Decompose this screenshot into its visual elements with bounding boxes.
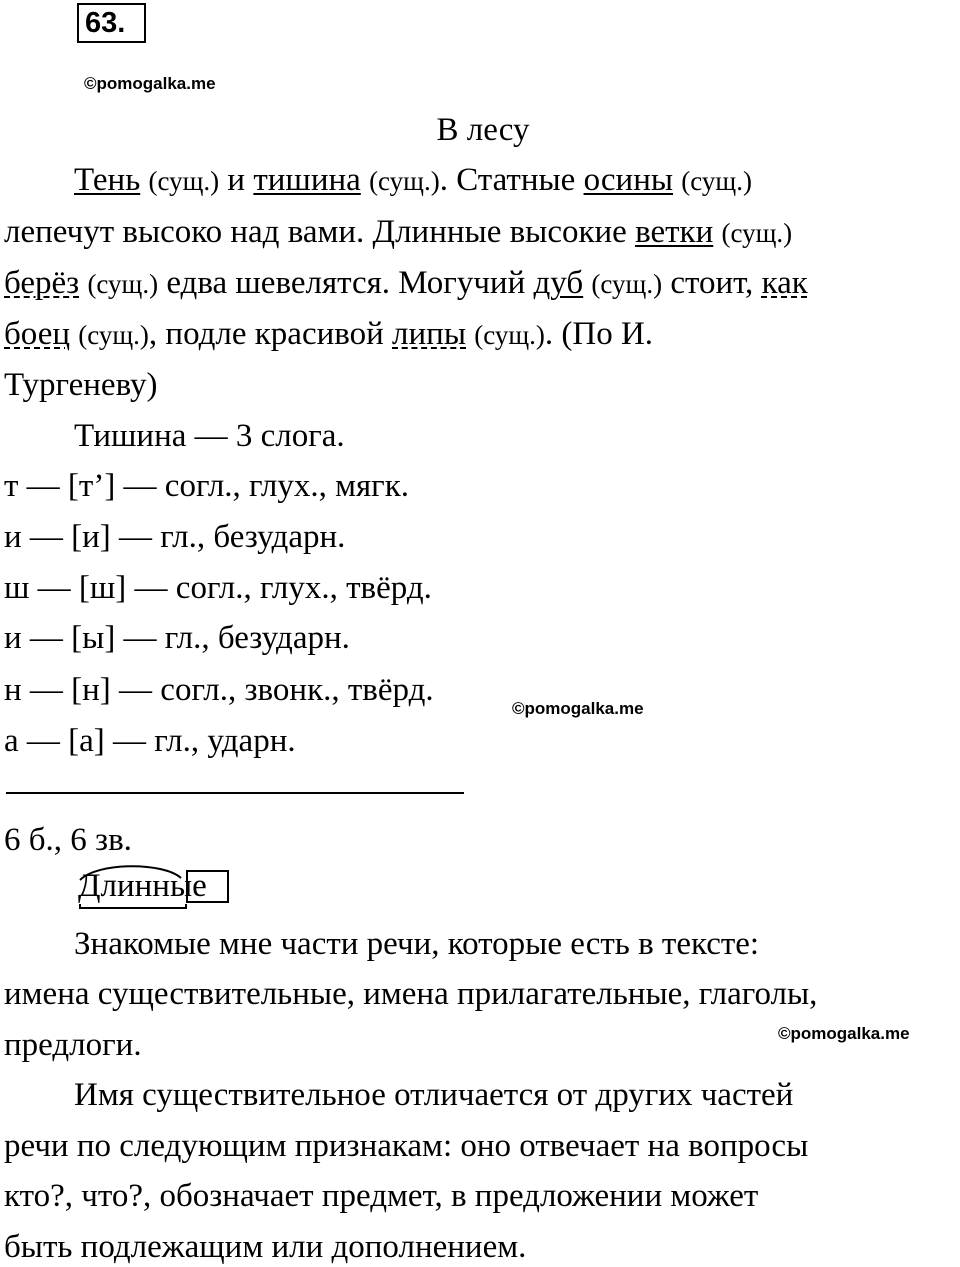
noun-vetki: ветки <box>635 214 714 250</box>
noun-tag: (сущ.) <box>591 269 663 299</box>
text-fragment: стоит, <box>662 265 762 301</box>
text-line-2 <box>4 212 792 253</box>
noun-tag: (сущ.) <box>474 320 545 350</box>
morpheme-analysis <box>78 862 238 910</box>
watermark: ©pomogalka.me <box>778 1024 910 1043</box>
divider <box>6 792 464 794</box>
noun-osiny: осины <box>583 162 674 198</box>
text-line-1 <box>74 160 752 201</box>
letters-sounds-summary: 6 б., 6 зв. <box>4 822 132 858</box>
answer-noun-line: Имя существительное отличается от других частей <box>74 1077 794 1113</box>
text-title: В лесу <box>436 112 530 148</box>
noun-beryoz: берёз <box>4 265 80 301</box>
answer-parts-line: имена существительные, имена прилагательные, глаголы, <box>4 976 818 1012</box>
ending-box <box>186 870 229 903</box>
text-fragment: лепечут высоко над вами. Длинные высокие <box>4 214 636 250</box>
noun-tag: (сущ.) <box>87 269 159 299</box>
text-fragment: . (По И. <box>544 316 654 352</box>
text-line-4 <box>4 314 653 355</box>
noun-dub: дуб <box>533 265 584 301</box>
phonetic-row: и — [и] — гл., безударн. <box>4 519 346 555</box>
answer-noun-line: быть подлежащим или дополнением. <box>4 1229 527 1265</box>
noun-tag: (сущ.) <box>148 166 220 196</box>
noun-tishina: тишина <box>253 162 361 198</box>
noun-tag: (сущ.) <box>721 218 793 248</box>
morpheme-stem: Длинн <box>78 868 170 904</box>
phonetic-row: и — [ы] — гл., безударн. <box>4 620 350 656</box>
morpheme-ending: ые <box>169 868 207 904</box>
text-line-5: Тургеневу) <box>4 367 158 403</box>
answer-noun-line: речи по следующим признакам: оно отвечает на вопросы <box>4 1128 809 1164</box>
text-fragment: . Статные <box>439 162 584 198</box>
phonetic-row: ш — [ш] — согл., глух., твёрд. <box>4 570 432 606</box>
phonetic-heading: Тишина — 3 слога. <box>74 418 345 454</box>
noun-tag: (сущ.) <box>78 320 149 350</box>
phonetic-row: н — [н] — согл., звонк., твёрд. <box>4 672 434 708</box>
noun-ten: Тень <box>74 162 141 198</box>
text-fragment: , подле красивой <box>148 316 393 352</box>
noun-boets: боец <box>4 316 70 352</box>
answer-parts-line: предлоги. <box>4 1027 142 1063</box>
word-kak: как <box>761 265 808 301</box>
text-fragment: едва шевелятся. Могучий <box>158 265 534 301</box>
noun-tag: (сущ.) <box>681 166 752 196</box>
watermark: ©pomogalka.me <box>84 74 216 93</box>
exercise-number: 63. <box>77 3 146 43</box>
phonetic-row: а — [а] — гл., ударн. <box>4 723 296 759</box>
phonetic-row: т — [т’] — согл., глух., мягк. <box>4 468 409 504</box>
text-line-3 <box>4 263 808 304</box>
noun-tag: (сущ.) <box>369 166 440 196</box>
answer-noun-line: кто?, что?, обозначает предмет, в предложении может <box>4 1178 759 1214</box>
text-fragment: и <box>219 162 254 198</box>
watermark: ©pomogalka.me <box>512 699 644 718</box>
answer-parts-line: Знакомые мне части речи, которые есть в тексте: <box>74 926 760 962</box>
noun-lipy: липы <box>392 316 466 352</box>
